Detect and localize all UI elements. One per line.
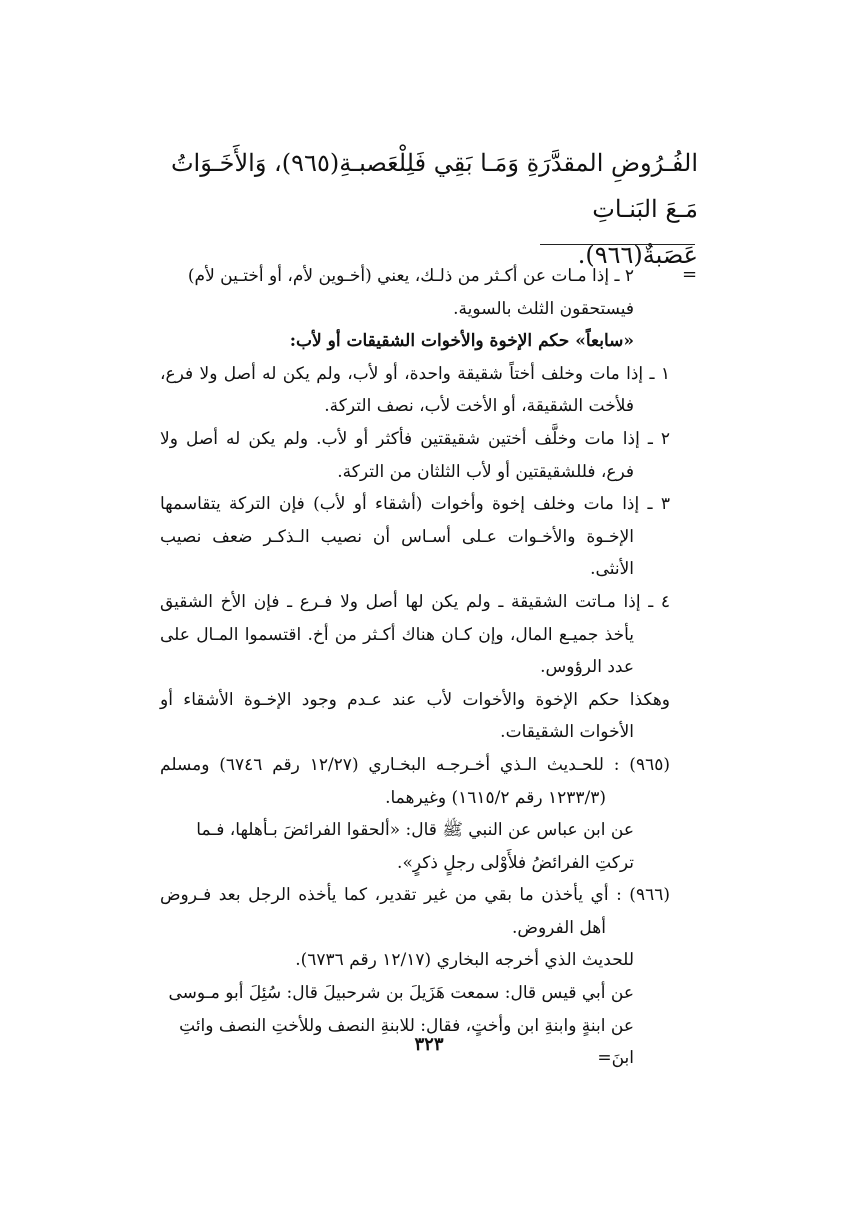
main-text: [158, 140, 698, 278]
continuation-mark: =: [682, 264, 698, 285]
footnote-item-two-sisters: ٢ ـ إذا مات وخلَّف أختين شقيقتين فأكثر أو لأب. ولم يكن له أصل ولا فرع، فللشقيقتين أو لأب الثلثان من التركة.: [160, 428, 670, 482]
page-number: ٣٢٣: [414, 1034, 444, 1055]
footnote-item-inheritance-third: ٢ ـ إذا مـات عن أكـثر من ذلـك، يعني (أخـوين لأم، أو أختـين لأم) فيستحقون الثلث بالسوية.: [187, 266, 634, 319]
footnote-heading-seventh: «سابعاً» حكم الإخوة والأخوات الشقيقات أو لأب:: [289, 331, 634, 352]
footnote-966-hadith: عن أبي قيس قال: سمعت هَزَيلَ بن شرحبيلَ قال: سُئِلَ أبو مـوسى عن ابنةٍ وابنةِ ابن وأختٍ، فقال: للابنةِ النصف وللأختِ النصف وائتِ ابنَ=: [168, 983, 634, 1069]
footnote-paternal-siblings: وهكذا حكم الإخوة والأخوات لأب عند عـدم وجود الإخـوة الأشقاء أو الأخوات الشقيقات.: [160, 689, 670, 743]
footnote-item-sister-dies: ٤ ـ إذا مـاتت الشقيقة ـ ولم يكن لها أصل ولا فـرع ـ فإن الأخ الشقيق يأخذ جميـع المال، وإن كـان هناك أكـثر من أخ. اقتسموا المـال على عدد الرؤوس.: [160, 591, 670, 678]
footnote-item-one-sister: ١ ـ إذا مات وخلف أختاً شقيقة واحدة، أو لأب، ولم يكن له أصل ولا فرع، فلأخت الشقيقة، أو الأخت لأب، نصف التركة.: [160, 363, 670, 417]
footnote-separator: [540, 244, 695, 245]
footnote-966: (٩٦٦) : أي يأخذن ما بقي من غير تقدير، كما يأخذه الرجل بعد فـروض أهل الفروض.: [160, 885, 670, 938]
footnote-item-brothers-sisters: ٣ ـ إذا مات وخلف إخوة وأخوات (أشقاء أو لأب) فإن التركة يتقاسمها الإخـوة والأخـوات عـلى أسـاس أن نصيب الـذكـر ضعف نصيب الأنثى.: [160, 494, 670, 580]
footnote-965: (٩٦٥) : للحـديث الـذي أخـرجـه البخـاري (١٢/٢٧ رقم ٦٧٤٦) ومسلم (١٢٣٣/٣ رقم ١٦١٥/٢) وغيرهما.: [160, 754, 670, 808]
footnote-966-hadith-source: للحديث الذي أخرجه البخاري (١٢/١٧ رقم ٦٧٣٦).: [295, 950, 634, 971]
footnotes: [160, 260, 670, 1075]
main-text-line-2: عَصَبةٌ(٩٦٦).: [577, 241, 698, 269]
main-text-line-1: الفُـرُوضِ المقدَّرَةِ وَمَـا بَقِي فَلِلْعَصبـةِ(٩٦٥)، وَالأَخَـوَاتُ مَـعَ البَنـاتِ: [170, 149, 698, 223]
footnote-965-hadith: عن ابن عباس عن النبي ﷺ قال: «ألحقوا الفرائضَ بـأهلها، فـما تركتِ الفرائضُ فلأَوْلى رجلٍ ذكرٍ».: [196, 820, 634, 873]
